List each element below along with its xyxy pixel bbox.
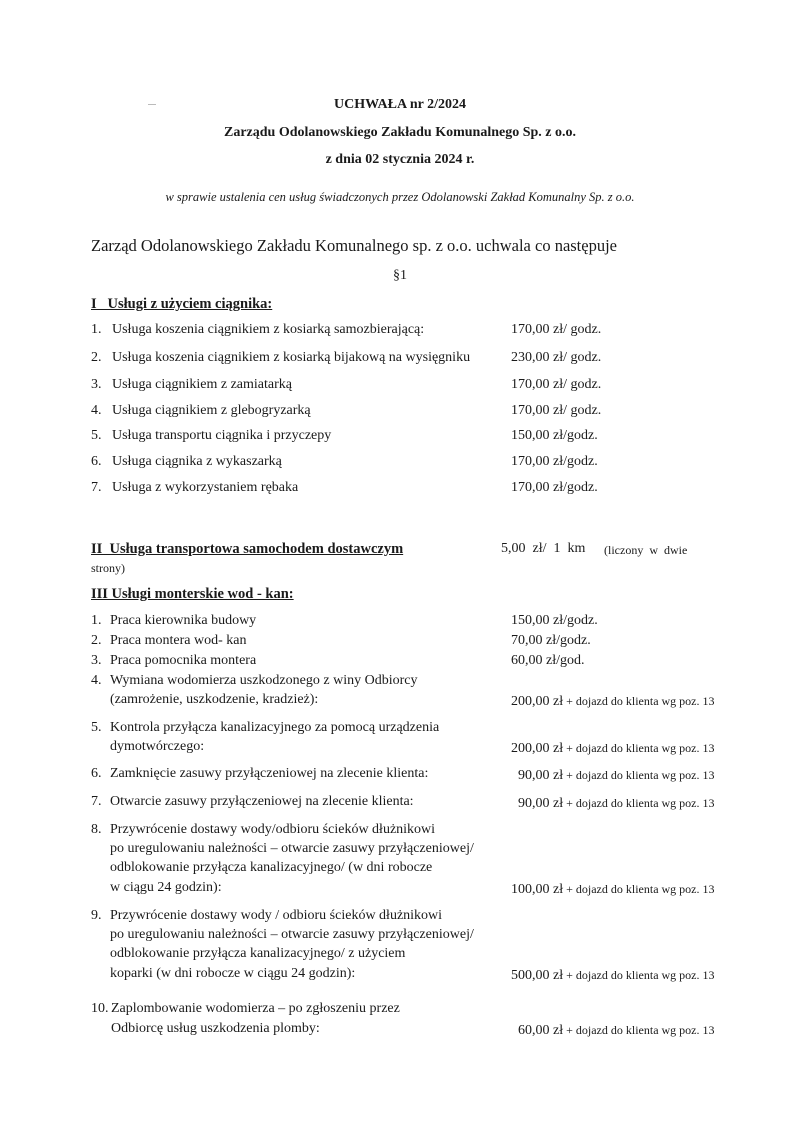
section-1-heading: I Usługi z użyciem ciągnika: [91,296,273,312]
item-price: 500,00 zł + dojazd do klienta wg poz. 13 [511,968,715,983]
item-price: 150,00 zł/godz. [511,428,598,443]
item-price: 200,00 zł + dojazd do klienta wg poz. 13 [511,741,715,756]
item-price: 90,00 zł + dojazd do klienta wg poz. 13 [518,796,715,811]
section-2-note: (liczony w dwie [604,543,688,557]
resolution-subject: w sprawie ustalenia cen usług świadczonych przez Odolanowski Zakład Komunalny Sp. z o.o. [165,190,635,204]
resolution-date: z dnia 02 stycznia 2024 r. [325,152,475,167]
item-price: 60,00 zł/god. [511,653,585,668]
section-3-heading: III Usługi monterskie wod - kan: [91,586,294,602]
section-2-heading: II Usługa transportowa samochodem dostawczym [91,541,404,557]
paragraph-sign: §1 [393,268,407,283]
item-price: 170,00 zł/ godz. [511,377,602,392]
resolution-title: UCHWAŁA nr 2/2024 [334,97,466,112]
item-price: 170,00 zł/ godz. [511,322,602,337]
section-2-note-cont: strony) [91,561,125,575]
item-price: 70,00 zł/godz. [511,633,591,648]
item-price: 100,00 zł + dojazd do klienta wg poz. 13 [511,882,715,897]
item-price: 170,00 zł/godz. [511,480,598,495]
section-2-price: 5,00 zł/ 1 km [501,541,586,556]
item-price: 200,00 zł + dojazd do klienta wg poz. 13 [511,694,715,709]
item-price: 150,00 zł/godz. [511,613,598,628]
board-name: Zarządu Odolanowskiego Zakładu Komunalnego Sp. z o.o. [223,125,577,140]
item-price: 230,00 zł/ godz. [511,350,602,365]
item-price: 60,00 zł + dojazd do klienta wg poz. 13 [518,1023,715,1038]
item-price: 170,00 zł/ godz. [511,403,602,418]
intro-text: Zarząd Odolanowskiego Zakładu Komunalnego sp. z o.o. uchwala co następuje [91,236,618,255]
item-price: 90,00 zł + dojazd do klienta wg poz. 13 [518,768,715,783]
item-price: 170,00 zł/godz. [511,454,598,469]
